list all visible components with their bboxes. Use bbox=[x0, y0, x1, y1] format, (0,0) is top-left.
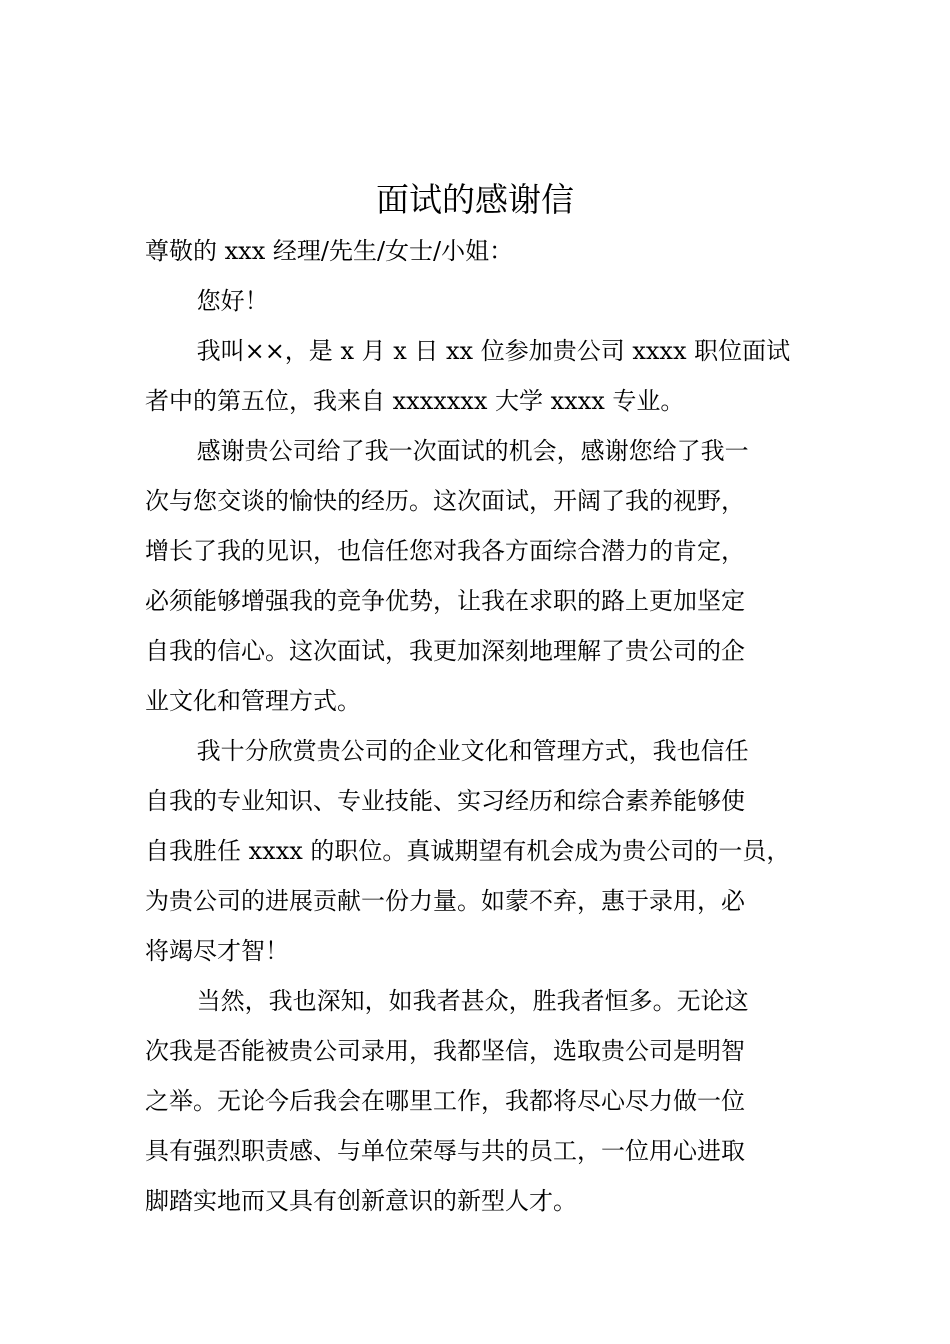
paragraph-line: 之举。无论今后我会在哪里工作，我都将尽心尽力做一位 bbox=[145, 1087, 745, 1115]
paragraph-line: 当然，我也深知，如我者甚众，胜我者恒多。无论这 bbox=[196, 987, 749, 1015]
paragraph-line: 为贵公司的进展贡献一份力量。如蒙不弃，惠于录用，必 bbox=[145, 887, 745, 915]
paragraph-line: 自我的信心。这次面试，我更加深刻地理解了贵公司的企 bbox=[145, 637, 745, 665]
salutation-line: 尊敬的 xxx 经理/先生/女士/小姐： bbox=[145, 237, 514, 265]
paragraph-line: 次与您交谈的愉快的经历。这次面试，开阔了我的视野， bbox=[145, 487, 745, 515]
document-title: 面试的感谢信 bbox=[376, 180, 574, 219]
paragraph-line: 我十分欣赏贵公司的企业文化和管理方式，我也信任 bbox=[196, 737, 749, 765]
paragraph-line: 感谢贵公司给了我一次面试的机会，感谢您给了我一 bbox=[196, 437, 749, 465]
paragraph-line: 增长了我的见识，也信任您对我各方面综合潜力的肯定， bbox=[145, 537, 745, 565]
paragraph-line: 脚踏实地而又具有创新意识的新型人才。 bbox=[145, 1187, 577, 1215]
paragraph-line: 我叫××，是 x 月 x 日 xx 位参加贵公司 xxxx 职位面试 bbox=[196, 337, 791, 365]
paragraph-line: 次我是否能被贵公司录用，我都坚信，选取贵公司是明智 bbox=[145, 1037, 745, 1065]
greeting-line: 您好！ bbox=[196, 287, 269, 315]
paragraph-appreciation bbox=[145, 726, 825, 976]
letter-body bbox=[145, 226, 825, 1226]
paragraph-line: 自我的专业知识、专业技能、实习经历和综合素养能够使 bbox=[145, 787, 745, 815]
paragraph-line: 者中的第五位，我来自 xxxxxxx 大学 xxxx 专业。 bbox=[145, 387, 685, 415]
paragraph-line: 自我胜任 xxxx 的职位。真诚期望有机会成为贵公司的一员， bbox=[145, 837, 791, 865]
paragraph-line: 具有强烈职责感、与单位荣辱与共的员工，一位用心进取 bbox=[145, 1137, 745, 1165]
paragraph-line: 必须能够增强我的竞争优势，让我在求职的路上更加坚定 bbox=[145, 587, 745, 615]
paragraph-introduction bbox=[145, 326, 825, 426]
paragraph-line: 将竭尽才智！ bbox=[145, 937, 289, 965]
paragraph-line: 业文化和管理方式。 bbox=[145, 687, 361, 715]
paragraph-closing bbox=[145, 976, 825, 1226]
paragraph-thanks bbox=[145, 426, 825, 726]
